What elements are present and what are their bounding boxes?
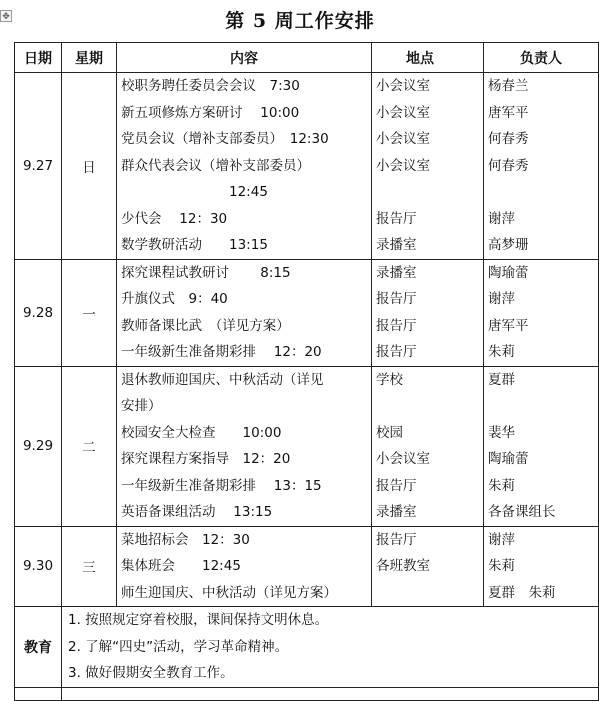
content-line: 英语备课组活动 13:15 xyxy=(121,504,273,520)
table-move-handle-icon[interactable]: ✥ xyxy=(0,10,12,22)
content-line: 安排） xyxy=(121,398,162,414)
day-weekday: 一 xyxy=(62,259,117,366)
person-line: 朱莉 xyxy=(488,344,515,360)
content-line: 党员会议（增补支部委员） 12:30 xyxy=(121,131,329,147)
day-weekday: 日 xyxy=(62,73,117,260)
day-location-cell xyxy=(372,366,484,526)
day-content-cell xyxy=(117,73,372,260)
location-line: 小会议室 xyxy=(376,451,430,467)
location-line: 各班教室 xyxy=(376,558,430,574)
location-line: 录播室 xyxy=(376,237,417,253)
content-line: 菜地招标会 12：30 xyxy=(121,531,250,548)
trailing-row xyxy=(15,687,599,700)
day-location-cell xyxy=(372,526,484,607)
person-line: 朱莉 xyxy=(488,558,515,574)
header-content: 内容 xyxy=(117,43,372,73)
person-line: 唐军平 xyxy=(488,317,529,334)
person-line: 朱莉 xyxy=(488,477,515,494)
location-line: 报告厅 xyxy=(376,291,417,307)
day-weekday: 二 xyxy=(62,366,117,526)
location-line: 小会议室 xyxy=(376,131,430,147)
day-row xyxy=(15,526,599,607)
person-line: 高梦珊 xyxy=(488,237,529,253)
content-line: 退休教师迎国庆、中秋活动（详见 xyxy=(121,371,324,388)
content-line: 群众代表会议（增补支部委员） xyxy=(121,157,310,174)
content-line: 集体班会 12:45 xyxy=(121,558,241,574)
person-line: 夏群 朱莉 xyxy=(488,584,556,601)
header-date: 日期 xyxy=(15,43,62,73)
location-line xyxy=(372,393,483,420)
location-line: 小会议室 xyxy=(376,104,430,121)
person-line: 各备课组长 xyxy=(488,504,556,520)
day-row xyxy=(15,366,599,526)
day-date: 9.27 xyxy=(15,73,62,260)
content-line: 教师备课比武 （详见方案） xyxy=(121,317,290,334)
education-items-cell xyxy=(62,607,599,688)
day-person-cell xyxy=(484,259,599,366)
day-content-cell xyxy=(117,366,372,526)
education-item: 1. 按照规定穿着校服，课间保持文明休息。 xyxy=(68,612,329,628)
person-line xyxy=(484,393,598,420)
person-line: 裴华 xyxy=(488,424,515,441)
day-person-cell xyxy=(484,366,599,526)
person-line: 夏群 xyxy=(488,371,515,388)
person-line: 何春秀 xyxy=(488,157,529,174)
person-line: 谢萍 xyxy=(488,210,515,227)
content-line: 新五项修炼方案研讨 10:00 xyxy=(121,104,300,121)
location-line: 报告厅 xyxy=(376,317,417,334)
content-line: 校职务聘任委员会会议 7:30 xyxy=(121,78,300,94)
content-line: 12:45 xyxy=(121,184,268,200)
person-line: 陶瑜蕾 xyxy=(488,451,529,467)
location-line xyxy=(372,179,483,206)
content-line: 升旗仪式 9：40 xyxy=(121,291,228,307)
schedule-table xyxy=(14,42,599,701)
day-date: 9.28 xyxy=(15,259,62,366)
content-line: 一年级新生准备期彩排 13：15 xyxy=(121,477,322,494)
location-line: 小会议室 xyxy=(376,78,430,94)
content-line: 探究课程方案指导 12：20 xyxy=(121,451,291,467)
day-content-cell xyxy=(117,259,372,366)
day-person-cell xyxy=(484,73,599,260)
day-location-cell xyxy=(372,259,484,366)
trailing-cell xyxy=(15,687,62,700)
header-row xyxy=(15,43,599,73)
person-line: 谢萍 xyxy=(488,291,515,307)
content-line: 师生迎国庆、中秋活动（详见方案） xyxy=(121,584,337,601)
content-line: 少代会 12：30 xyxy=(121,210,228,227)
location-line: 报告厅 xyxy=(376,344,417,360)
day-date: 9.30 xyxy=(15,526,62,607)
header-person: 负责人 xyxy=(484,43,599,73)
day-row xyxy=(15,259,599,366)
content-line: 一年级新生准备期彩排 12：20 xyxy=(121,344,322,360)
day-content-cell xyxy=(117,526,372,607)
person-line: 杨春兰 xyxy=(488,78,529,94)
person-line: 谢萍 xyxy=(488,531,515,548)
page-title: 第 5 周工作安排 xyxy=(225,10,375,32)
content-line: 校园安全大检查 10:00 xyxy=(121,424,282,441)
person-line xyxy=(484,179,598,206)
day-person-cell xyxy=(484,526,599,607)
day-weekday: 三 xyxy=(62,526,117,607)
day-location-cell xyxy=(372,73,484,260)
location-line: 校园 xyxy=(376,424,403,441)
education-label: 教育 xyxy=(15,607,62,688)
day-row xyxy=(15,73,599,260)
person-line: 何春秀 xyxy=(488,131,529,147)
header-location: 地点 xyxy=(372,43,484,73)
person-line: 唐军平 xyxy=(488,104,529,121)
location-line: 报告厅 xyxy=(376,477,417,494)
location-line: 小会议室 xyxy=(376,157,430,174)
education-row xyxy=(15,607,599,688)
location-line: 录播室 xyxy=(376,264,417,281)
location-line: 学校 xyxy=(376,371,403,388)
education-item: 2. 了解“四史”活动，学习革命精神。 xyxy=(68,638,289,655)
header-weekday: 星期 xyxy=(62,43,117,73)
trailing-cell xyxy=(62,687,599,700)
location-line: 报告厅 xyxy=(376,210,417,227)
education-item: 3. 做好假期安全教育工作。 xyxy=(68,665,234,681)
location-line: 录播室 xyxy=(376,504,417,520)
day-date: 9.29 xyxy=(15,366,62,526)
content-line: 探究课程试教研讨 8:15 xyxy=(121,264,291,281)
location-line: 报告厅 xyxy=(376,531,417,548)
location-line xyxy=(372,580,483,607)
person-line: 陶瑜蕾 xyxy=(488,264,529,281)
content-line: 数学教研活动 13:15 xyxy=(121,237,268,253)
